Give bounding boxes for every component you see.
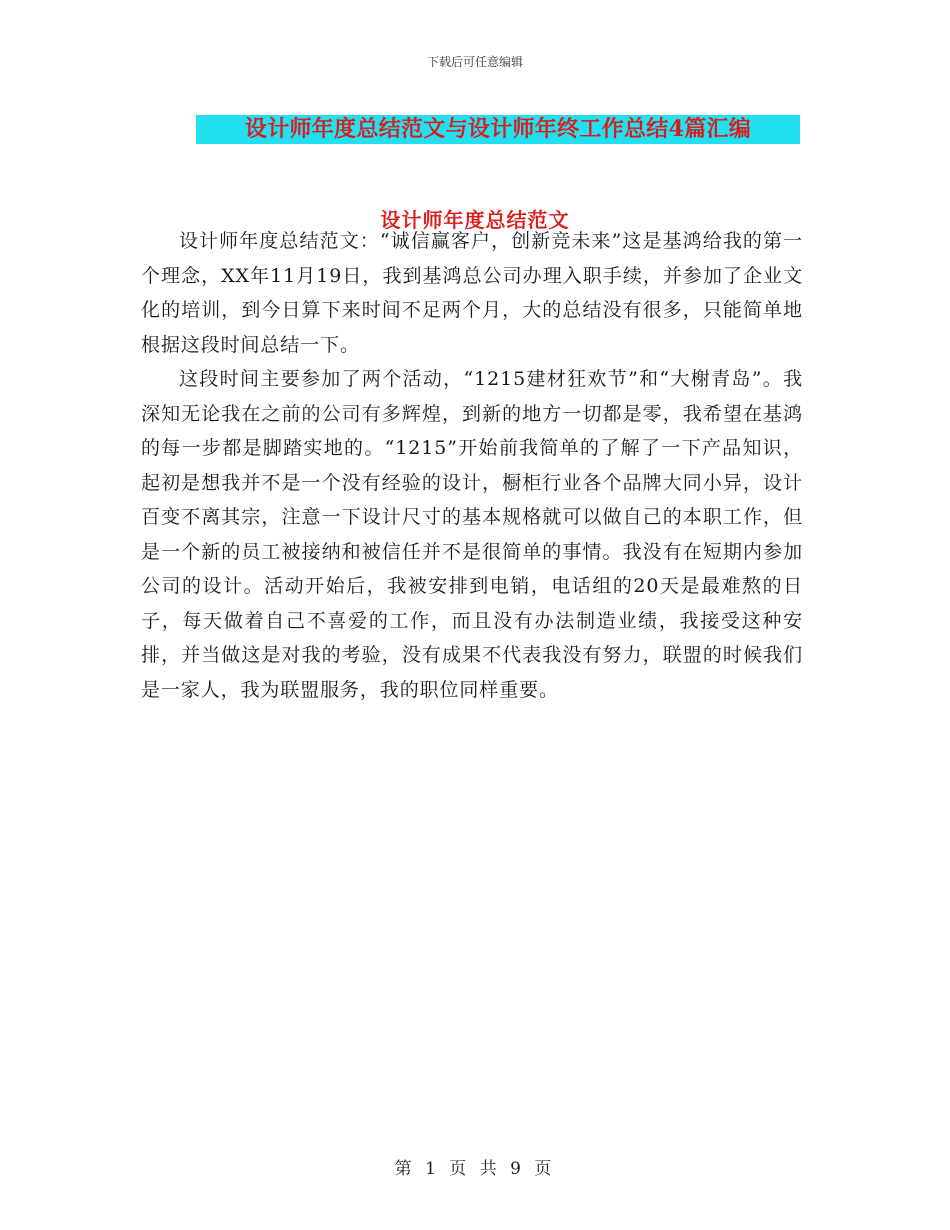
- header-note: 下载后可任意编辑: [426, 55, 523, 69]
- section-title: 设计师年度总结范文: [380, 208, 570, 232]
- paragraph-2: 这段时间主要参加了两个活动，“1215建材狂欢节”和“大榭青岛”。我深知无论我在之前的公司有多辉煌，到新的地方一切都是零，我希望在基鸿的每一步都是脚踏实地的。“1215”开始前我简单的了解了一下产品知识，起初是想我并不是一个没有经验的设计，橱柜行业各个品牌大同小异，设计百变不离其宗，注意一下设计尺寸的基本规格就可以做自己的本职工作，但是一个新的员工被接纳和被信任并不是很简单的事情。我没有在短期内参加公司的设计。活动开始后，我被安排到电销，电话组的20天是最难熬的日子，每天做着自己不喜爱的工作，而且没有办法制造业绩，我接受这种安排，并当做这是对我的考验，没有成果不代表我没有努力，联盟的时候我们是一家人，我为联盟服务，我的职位同样重要。: [141, 368, 803, 701]
- paragraph-1: 设计师年度总结范文：“诚信赢客户，创新竞未来”这是基鸿给我的第一个理念，XX年11月19日，我到基鸿总公司办理入职手续，并参加了企业文化的培训，到今日算下来时间不足两个月，大的总结没有很多，只能简单地根据这段时间总结一下。: [141, 230, 803, 356]
- page-number-footer: 第 1 页 共 9 页: [394, 1159, 556, 1179]
- document-title-highlight: [196, 115, 800, 144]
- document-body: [141, 224, 803, 707]
- document-title: 设计师年度总结范文与设计师年终工作总结4篇汇编: [244, 116, 752, 142]
